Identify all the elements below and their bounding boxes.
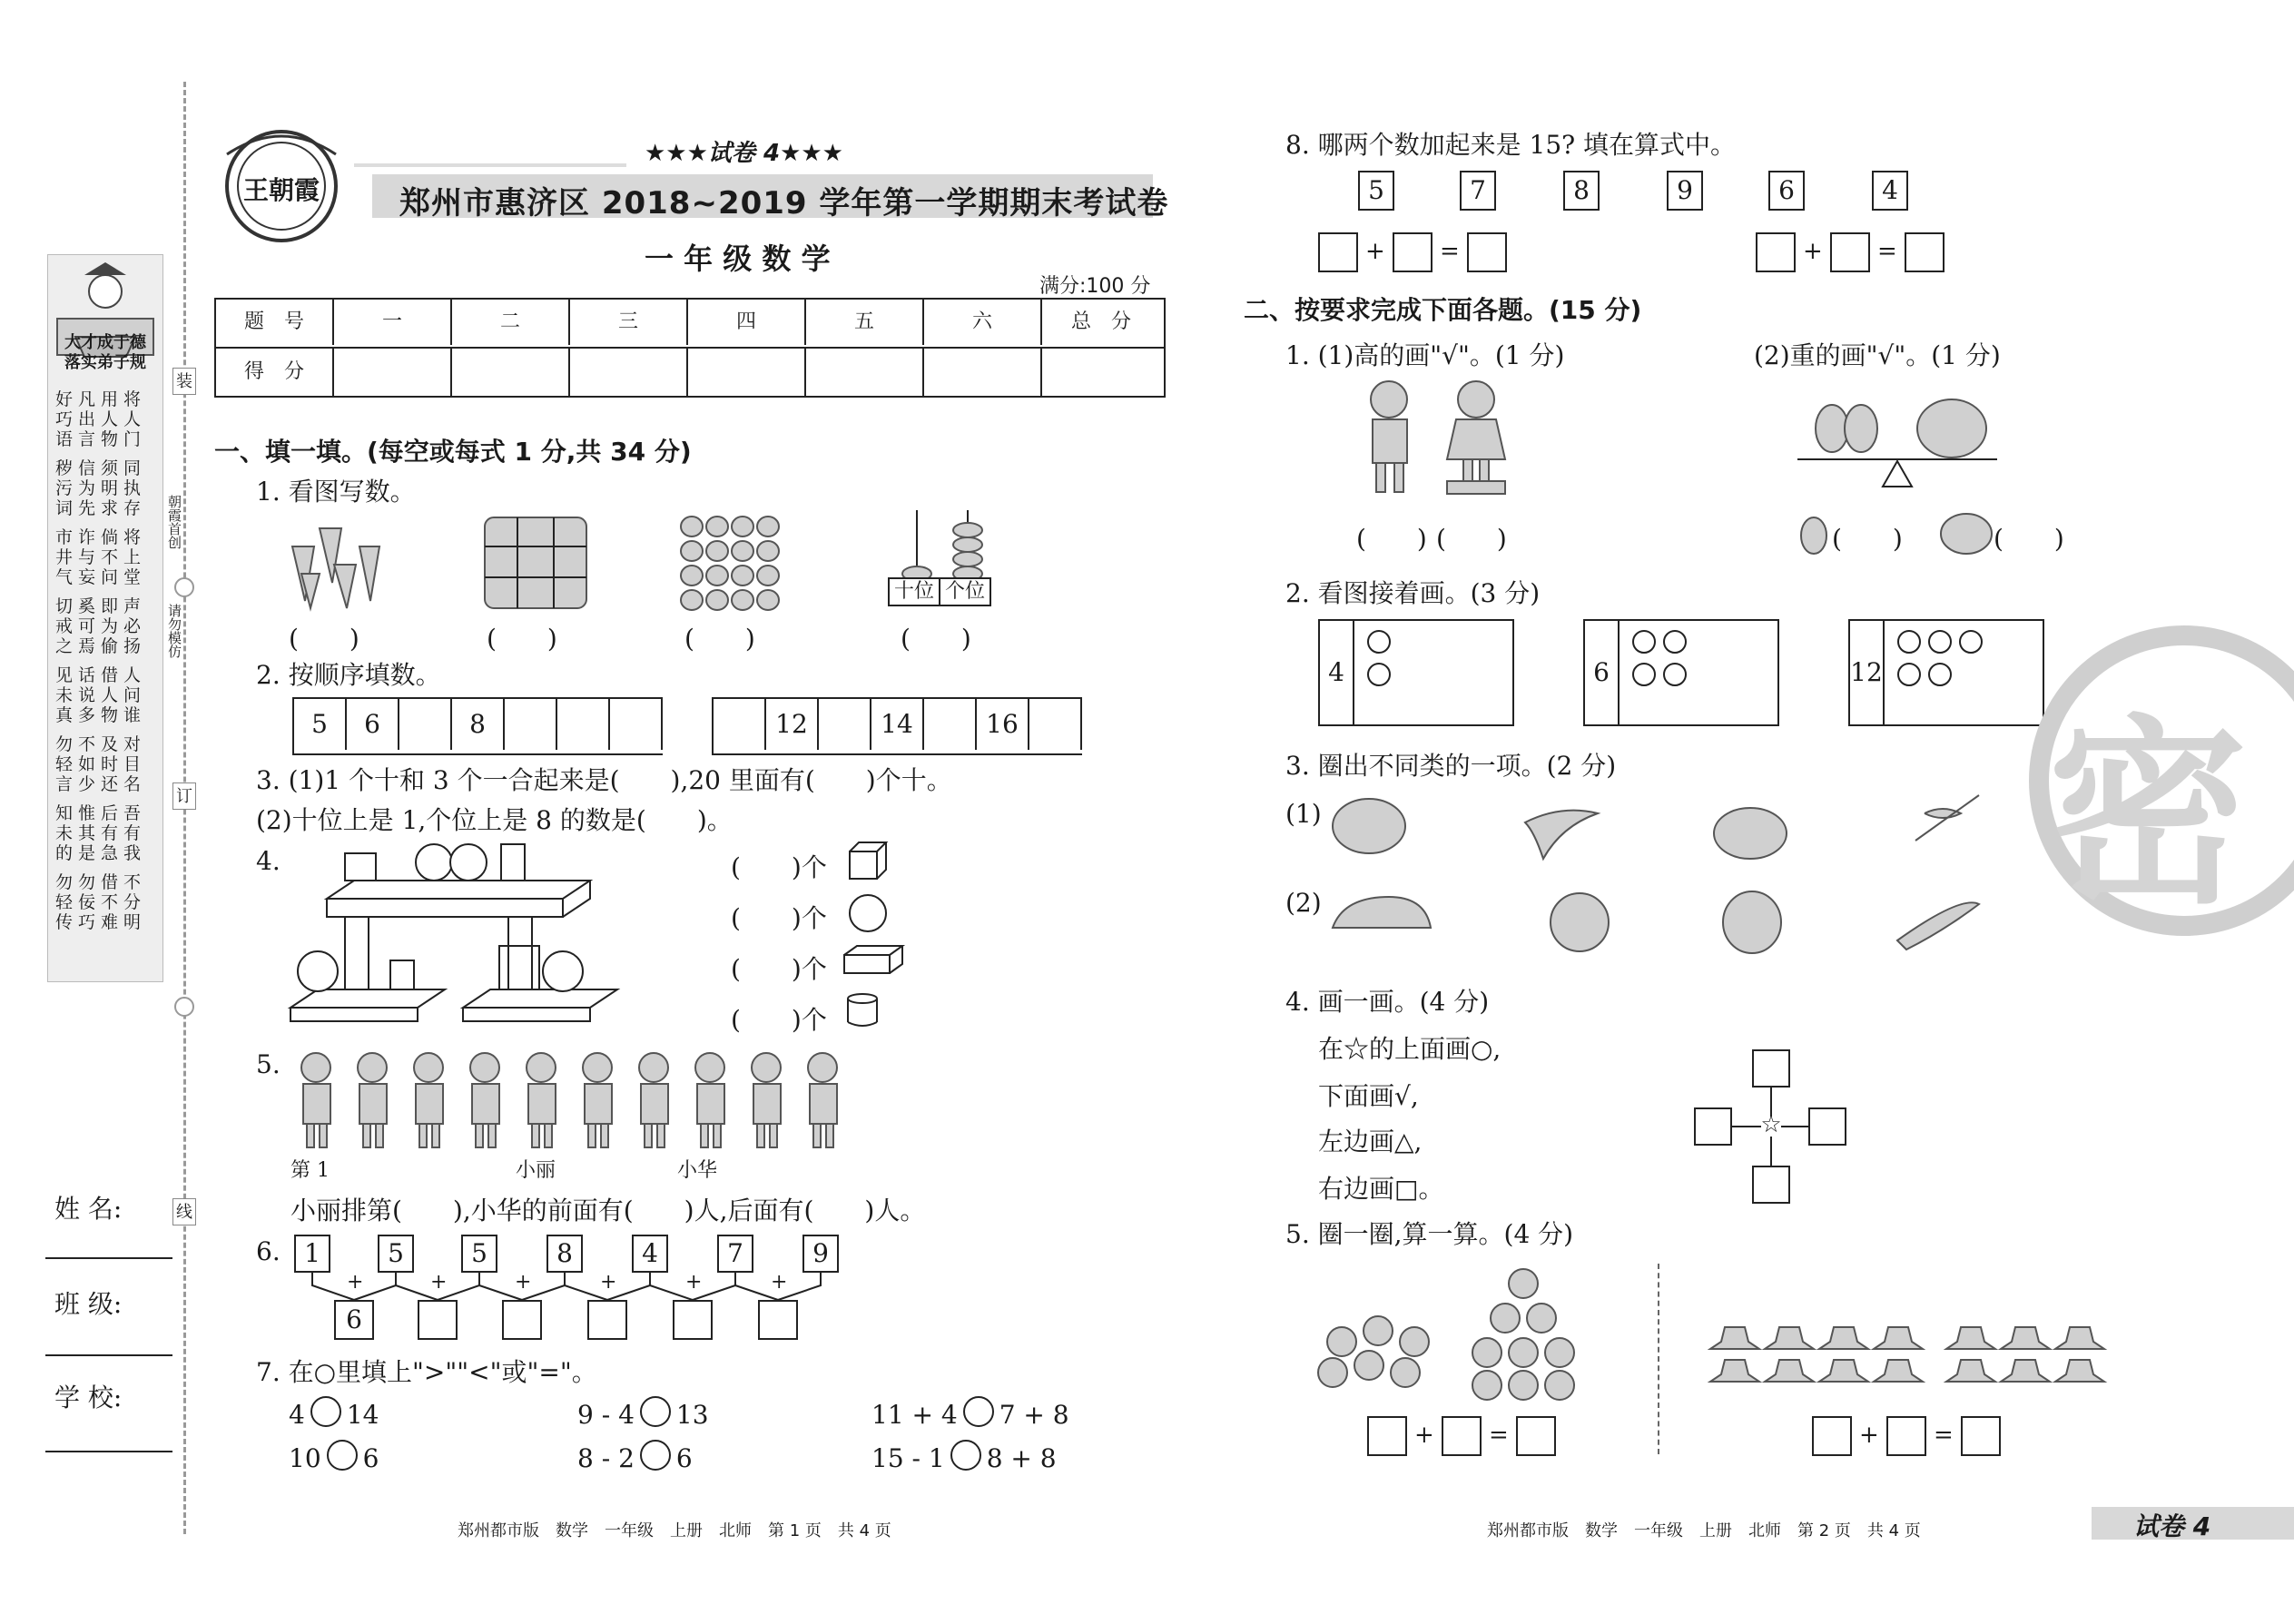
p2q1-a: 1. (1)高的画"√"。(1 分) <box>1285 340 1565 370</box>
leaf-icon <box>1509 1269 1538 1298</box>
score-header-cell: 总 分 <box>1070 310 1131 333</box>
q8-eq2-box[interactable] <box>1756 232 1796 272</box>
q6-plus-sign: + <box>771 1271 788 1294</box>
pineapple-small-icon <box>1796 510 1832 556</box>
sequence-row-1 <box>292 697 663 755</box>
q8-number-box: 5 <box>1358 171 1394 211</box>
sequence-cell: 5 <box>294 699 347 750</box>
q6-sum-box: 6 <box>334 1300 374 1340</box>
poem-line: 污为明执 <box>55 478 147 498</box>
p2q5-eq1-equals: = <box>1489 1422 1509 1449</box>
p2q5-label: 5. 圈一圈,算一算。(4 分) <box>1285 1219 1574 1249</box>
header <box>200 118 1171 281</box>
hat-icon <box>1874 1327 1923 1349</box>
score-row-label: 得 分 <box>216 349 334 396</box>
score-input-cell[interactable] <box>688 349 806 396</box>
q6-top-number: 9 <box>802 1235 839 1273</box>
p2q2-box[interactable] <box>1318 619 1514 726</box>
q1-blank-3[interactable]: ( ) <box>684 624 755 654</box>
p2q2-circle <box>1928 663 1952 686</box>
q8-eq2-box[interactable] <box>1830 232 1870 272</box>
leaf-icon <box>1364 1316 1393 1345</box>
p2q3-label: 3. 圈出不同类的一项。(2 分) <box>1285 751 1617 781</box>
score-header-cell: 六 <box>924 300 1042 345</box>
score-header-cell: 一 <box>334 300 452 345</box>
p2q5-eq2-box[interactable] <box>1961 1416 2001 1456</box>
star-icon: ☆ <box>1760 1111 1782 1138</box>
school-field[interactable] <box>45 1451 172 1452</box>
q8-eq1-box[interactable] <box>1393 232 1433 272</box>
q7-right-expr: 13 <box>675 1400 709 1430</box>
strawberry-icon <box>732 517 753 536</box>
exam-title: 郑州市惠济区 2018~2019 学年第一学期期末考试卷 <box>399 185 1169 221</box>
q7-right-expr: 6 <box>362 1443 379 1473</box>
strawberry-icon <box>706 517 728 536</box>
vegetable-icon <box>1723 891 1781 953</box>
strawberry-icon <box>732 566 753 586</box>
q7-right-expr: 8 + 8 <box>986 1443 1057 1473</box>
p2q1-blank-a2[interactable]: ( ) <box>1436 524 1507 554</box>
school-label: 学 校: <box>54 1383 123 1412</box>
hat-icon <box>1874 1360 1923 1382</box>
sequence-cell[interactable] <box>399 699 452 750</box>
leaf-icon <box>1400 1327 1429 1356</box>
strawberry-icon <box>757 566 779 586</box>
q5-label: 5. <box>256 1049 281 1079</box>
strawberry-icon <box>681 590 703 610</box>
child-icon <box>414 1053 443 1147</box>
q7-left-expr: 9 - 4 <box>577 1400 635 1430</box>
score-input-cell[interactable] <box>570 349 688 396</box>
poem-line: 井与不上 <box>55 547 147 567</box>
leaf-icon <box>1545 1371 1574 1400</box>
p2q2-box[interactable] <box>1848 619 2044 726</box>
q7-compare-circle[interactable] <box>327 1440 358 1471</box>
paper-number: ★★★试卷 4★★★ <box>645 140 843 167</box>
copyright-a: 朝霞首创 <box>166 495 182 549</box>
class-field[interactable] <box>45 1354 172 1356</box>
poem-line: 未说人问 <box>55 685 147 705</box>
child-icon <box>752 1053 781 1147</box>
strawberry-icon <box>706 590 728 610</box>
poem-line: 知惟后吾 <box>55 803 147 823</box>
sequence-cell: 16 <box>977 699 1029 750</box>
q8-number-box: 8 <box>1563 171 1600 211</box>
leaf-icon <box>1327 1327 1356 1356</box>
p2q5-eq1-box[interactable] <box>1516 1416 1556 1456</box>
q3-line1: 3. (1)1 个十和 3 个一合起来是( ),20 里面有( )个十。 <box>256 765 952 795</box>
poem-line: 轻佞不分 <box>55 892 147 912</box>
q2-label: 2. 按顺序填数。 <box>256 660 441 690</box>
q7-compare-item <box>577 1396 709 1430</box>
q6-plus-sign: + <box>347 1271 364 1294</box>
hat-icon <box>1946 1360 1995 1382</box>
leaves-picture <box>1314 1260 1587 1396</box>
q6-top-number: 1 <box>294 1235 330 1273</box>
strawberry-icon <box>681 566 703 586</box>
sequence-cell[interactable] <box>819 699 871 750</box>
poem-line: 轻如时目 <box>55 754 147 774</box>
p2q3-row2-label: (2) <box>1285 888 1322 918</box>
poem-line: 真多物谁 <box>55 705 147 725</box>
fold-label-2: 订 <box>172 782 196 810</box>
q8-number-box: 4 <box>1872 171 1908 211</box>
dragonfly-icon <box>1915 795 1979 841</box>
q4-count-sphere[interactable]: ( )个 <box>731 903 827 933</box>
p2q2-circle <box>1897 630 1921 654</box>
footer-left: 郑州都市版 数学 一年级 上册 北师 第 1 页 共 4 页 <box>458 1521 891 1540</box>
hat-icon <box>1765 1327 1814 1349</box>
full-score: 满分:100 分 <box>1039 275 1151 298</box>
abacus-ones-label: 个位 <box>939 577 991 606</box>
p2q2-label: 2. 看图接着画。(3 分) <box>1285 578 1541 608</box>
q4-count-cuboid[interactable]: ( )个 <box>731 954 827 984</box>
child-icon <box>695 1053 724 1147</box>
q7-right-expr: 7 + 8 <box>999 1400 1069 1430</box>
q7-compare-circle[interactable] <box>950 1440 981 1471</box>
poem-line: 见话借人 <box>55 665 147 685</box>
p2q5-eq2-box[interactable] <box>1886 1416 1926 1456</box>
p2q4-line3: 左边画△, <box>1318 1127 1423 1156</box>
q8-eq1-equals: = <box>1440 238 1460 265</box>
child-icon <box>527 1053 556 1147</box>
child-icon <box>808 1053 837 1147</box>
fold-label-3: 线 <box>172 1198 196 1225</box>
p2q2-box[interactable] <box>1583 619 1779 726</box>
p2q1-b: (2)重的画"√"。(1 分) <box>1754 340 2001 370</box>
q6-label: 6. <box>256 1236 281 1266</box>
poem-line: 的是急我 <box>55 843 147 863</box>
p2q2-circle <box>1367 630 1391 654</box>
q7-compare-circle[interactable] <box>640 1440 671 1471</box>
strawberry-icon <box>757 517 779 536</box>
q5-question: 小丽排第( ),小华的前面有( )人,后面有( )人。 <box>290 1196 926 1225</box>
score-header-cell: 二 <box>452 300 570 345</box>
sequence-cell: 14 <box>871 699 924 750</box>
hat-icon <box>2055 1327 2104 1349</box>
p2q5-eq2-equals: = <box>1934 1422 1954 1449</box>
q7-compare-item <box>289 1440 379 1473</box>
q5-tag-xiaoli: 小丽 <box>516 1159 556 1182</box>
leaf-icon <box>1472 1371 1501 1400</box>
q6-sum-box[interactable] <box>673 1300 713 1340</box>
score-header-cell: 题 号 <box>216 300 334 345</box>
sequence-cell[interactable] <box>505 699 557 750</box>
child-icon <box>583 1053 612 1147</box>
hat-icon <box>1819 1327 1868 1349</box>
q6-top-number: 5 <box>378 1235 414 1273</box>
q6-top-number: 7 <box>717 1235 753 1273</box>
q7-compare-item <box>871 1396 1069 1430</box>
hat-icon <box>2001 1360 2050 1382</box>
bean-icon <box>1897 902 1979 950</box>
children-line-picture <box>287 1051 868 1151</box>
poem-line: 气妄问堂 <box>55 567 147 587</box>
poem-line: 巧出人人 <box>55 409 147 429</box>
q6-top-number: 8 <box>546 1235 583 1273</box>
q7-compare-item <box>871 1440 1057 1473</box>
q5-tag-xiaohua: 小华 <box>677 1159 718 1182</box>
q6-plus-sign: + <box>430 1271 448 1294</box>
q6-plus-sign: + <box>685 1271 703 1294</box>
q5-tag-first: 第 1 <box>290 1159 330 1182</box>
sidebar-margin <box>0 0 191 1624</box>
strawberry-icon <box>757 590 779 610</box>
poem-line: 勿勿借不 <box>55 872 147 892</box>
p2q2-circle <box>1928 630 1952 654</box>
poem-lines <box>55 389 155 932</box>
cabbage-icon <box>1551 893 1609 951</box>
part2-heading: 二、按要求完成下面各题。(15 分) <box>1244 295 1642 325</box>
q7-left-expr: 15 - 1 <box>871 1443 945 1473</box>
watermelon-small-icon <box>1939 510 1994 556</box>
leaf-icon <box>1391 1358 1420 1387</box>
two-children-icon <box>1356 378 1520 496</box>
p2q2-number: 6 <box>1585 621 1620 724</box>
leaf-icon <box>1472 1338 1501 1367</box>
score-value-row <box>216 349 1164 398</box>
q6-plus-sign: + <box>515 1271 532 1294</box>
q8-number-box: 9 <box>1667 171 1703 211</box>
swallow-icon <box>1525 811 1598 859</box>
strawberries-icon <box>679 514 788 614</box>
poem-line: 勿不及对 <box>55 734 147 754</box>
hat-icon <box>1710 1327 1759 1349</box>
score-input-cell[interactable] <box>334 349 452 396</box>
sequence-row-2 <box>712 697 1082 755</box>
q7-compare-item <box>289 1396 379 1430</box>
fold-label-1: 装 <box>172 368 196 395</box>
q4-count-cube[interactable]: ( )个 <box>731 852 827 882</box>
leaf-icon <box>1318 1358 1347 1387</box>
hat-icon <box>2055 1360 2104 1382</box>
q6-connector-lines <box>0 1273 635 1327</box>
shape-legend-icons <box>844 841 899 1022</box>
butterflies-icon <box>481 514 590 614</box>
q7-compare-item <box>577 1440 693 1473</box>
motto-top1: 大才成于德 <box>64 333 146 352</box>
child-icon <box>470 1053 499 1147</box>
poem-line: 之焉偷扬 <box>55 636 147 656</box>
poem-line: 传巧难明 <box>55 912 147 932</box>
sequence-cell: 8 <box>452 699 505 750</box>
strawberry-icon <box>732 541 753 561</box>
hat-icon <box>1765 1360 1814 1382</box>
p2q5-eq2-box[interactable] <box>1812 1416 1852 1456</box>
poem-line: 市诈倘将 <box>55 527 147 547</box>
child-icon <box>301 1053 330 1147</box>
q6-top-number: 5 <box>461 1235 497 1273</box>
subject-title: 一 年 级 数 学 <box>645 241 831 276</box>
score-table <box>214 298 1166 398</box>
binding-hole-2 <box>174 997 194 1017</box>
q8-eq1-plus: + <box>1365 238 1385 265</box>
p2q1-blank-a1[interactable]: ( ) <box>1356 524 1427 554</box>
q7-right-expr: 14 <box>346 1400 379 1430</box>
poem-line: 好凡用将 <box>55 389 147 409</box>
p2q2-number: 12 <box>1850 621 1885 724</box>
score-input-cell[interactable] <box>806 349 924 396</box>
p2q2-number: 4 <box>1320 621 1354 724</box>
q7-left-expr: 4 <box>289 1400 305 1430</box>
hat-icon <box>1946 1327 1995 1349</box>
q7-left-expr: 10 <box>289 1443 321 1473</box>
q8-eq2-box[interactable] <box>1905 232 1944 272</box>
binding-hole-1 <box>174 577 194 597</box>
leaf-icon <box>1354 1351 1383 1380</box>
sequence-cell[interactable] <box>610 699 663 750</box>
p2q4-line1: 在☆的上面画○, <box>1318 1034 1501 1064</box>
p2q4-line2: 下面画√, <box>1318 1081 1419 1111</box>
p2q4-label: 4. 画一画。(4 分) <box>1285 987 1490 1017</box>
sequence-cell: 6 <box>347 699 399 750</box>
q8-number-box: 6 <box>1768 171 1805 211</box>
poem-grid <box>55 389 155 941</box>
q8-eq2-equals: = <box>1877 238 1897 265</box>
p2q1-blank-b2[interactable]: ( ) <box>1994 524 2064 554</box>
q7-left-expr: 11 + 4 <box>871 1400 958 1430</box>
p2q5-eq1-plus: + <box>1414 1422 1434 1449</box>
rabbit-icon <box>1714 808 1787 859</box>
motto-top2: 落实弟子规 <box>64 353 146 372</box>
q1-label: 1. 看图写数。 <box>256 477 416 507</box>
sequence-cell: 12 <box>766 699 819 750</box>
leaf-icon <box>1545 1338 1574 1367</box>
sequence-cell[interactable] <box>924 699 977 750</box>
p2q4-line4: 右边画□。 <box>1318 1174 1444 1204</box>
poem-line: 词先求存 <box>55 498 147 518</box>
strawberry-icon <box>706 541 728 561</box>
class-label: 班 级: <box>54 1289 123 1319</box>
sequence-cell[interactable] <box>1029 699 1082 750</box>
p2q2-circle <box>1632 630 1656 654</box>
q1-blank-2[interactable]: ( ) <box>487 624 557 654</box>
ribbon-decor <box>354 163 626 167</box>
poem-line: 秽信须同 <box>55 458 147 478</box>
poem-line: 未其有有 <box>55 823 147 843</box>
hat-icon <box>1819 1360 1868 1382</box>
motto-panel <box>47 254 163 982</box>
p2q5-eq1-box[interactable] <box>1367 1416 1407 1456</box>
q4-label: 4. <box>256 846 281 876</box>
carrots-icon <box>283 510 383 610</box>
part1-heading: 一、填一填。(每空或每式 1 分,共 34 分) <box>214 437 692 467</box>
child-icon <box>358 1053 387 1147</box>
score-input-cell[interactable] <box>1042 349 1160 396</box>
footer-tag: 试卷 4 <box>2133 1511 2211 1541</box>
p2q2-circle <box>1959 630 1983 654</box>
balance-scale-icon <box>1797 396 1997 496</box>
p2q2-circle <box>1367 663 1391 686</box>
p2q2-circle <box>1663 630 1687 654</box>
hat-icon <box>1710 1360 1759 1382</box>
sequence-cell[interactable] <box>714 699 766 750</box>
leaf-icon <box>1527 1304 1556 1333</box>
score-input-cell[interactable] <box>924 349 1042 396</box>
q8-eq2-plus: + <box>1803 238 1823 265</box>
hats-picture <box>1710 1325 2119 1407</box>
strawberry-icon <box>706 566 728 586</box>
strawberry-icon <box>732 590 753 610</box>
leaf-icon <box>1509 1371 1538 1400</box>
car-icon <box>1333 897 1431 928</box>
q4-count-cylinder[interactable]: ( )个 <box>731 1005 827 1035</box>
q6-sum-box[interactable] <box>758 1300 798 1340</box>
leaf-icon <box>1491 1304 1520 1333</box>
p2q5-divider <box>1658 1264 1659 1454</box>
footer-right: 郑州都市版 数学 一年级 上册 北师 第 2 页 共 4 页 <box>1487 1521 1921 1540</box>
p2q1-blank-b1[interactable]: ( ) <box>1832 524 1903 554</box>
score-header-cell: 五 <box>806 300 924 345</box>
q3-line2: (2)十位上是 1,个位上是 8 的数是( )。 <box>256 805 733 835</box>
p2q2-circle <box>1663 663 1687 686</box>
q7-compare-circle[interactable] <box>640 1396 671 1427</box>
poem-line: 切奚即声 <box>55 596 147 616</box>
watermark-text: 密 <box>2048 695 2249 930</box>
score-header-cell: 三 <box>570 300 688 345</box>
poem-line: 戒可为必 <box>55 616 147 636</box>
q6-plus-sign: + <box>600 1271 617 1294</box>
q7-right-expr: 6 <box>675 1443 693 1473</box>
score-header-cell: 四 <box>688 300 806 345</box>
q7-label: 7. 在○里填上">""<"或"="。 <box>256 1357 597 1387</box>
child-icon <box>639 1053 668 1147</box>
q7-left-expr: 8 - 2 <box>577 1443 635 1473</box>
strawberry-icon <box>681 517 703 536</box>
q1-blank-4[interactable]: ( ) <box>901 624 971 654</box>
poem-line: 言少还名 <box>55 774 147 794</box>
p2q3-row1-label: (1) <box>1285 799 1322 829</box>
solids-picture <box>290 844 672 1026</box>
bird-icon <box>1333 799 1405 853</box>
copyright-b: 请勿模仿 <box>166 604 182 658</box>
p2q5-eq1-box[interactable] <box>1442 1416 1482 1456</box>
hat-icon <box>2001 1327 2050 1349</box>
q8-eq1-box[interactable] <box>1318 232 1358 272</box>
p2q5-eq2-plus: + <box>1859 1422 1879 1449</box>
poem-line: 语言物门 <box>55 429 147 449</box>
q7-compare-circle[interactable] <box>310 1396 341 1427</box>
strawberry-icon <box>757 541 779 561</box>
name-label: 姓 名: <box>54 1194 123 1224</box>
q8-eq1-box[interactable] <box>1467 232 1507 272</box>
p2q2-circle <box>1632 663 1656 686</box>
p2q2-circle <box>1897 663 1921 686</box>
name-field[interactable] <box>45 1257 172 1259</box>
logo-text: 王朝霞 <box>242 175 320 205</box>
q8-label: 8. 哪两个数加起来是 15? 填在算式中。 <box>1285 130 1737 160</box>
score-input-cell[interactable] <box>452 349 570 396</box>
q8-number-box: 7 <box>1460 171 1496 211</box>
strawberry-icon <box>681 541 703 561</box>
q7-compare-circle[interactable] <box>963 1396 994 1427</box>
q1-blank-1[interactable]: ( ) <box>289 624 359 654</box>
sequence-cell[interactable] <box>557 699 610 750</box>
score-header-row <box>216 300 1164 349</box>
q6-top-number: 4 <box>632 1235 668 1273</box>
leaf-icon <box>1509 1338 1538 1367</box>
abacus-tens-label: 十位 <box>888 577 940 606</box>
